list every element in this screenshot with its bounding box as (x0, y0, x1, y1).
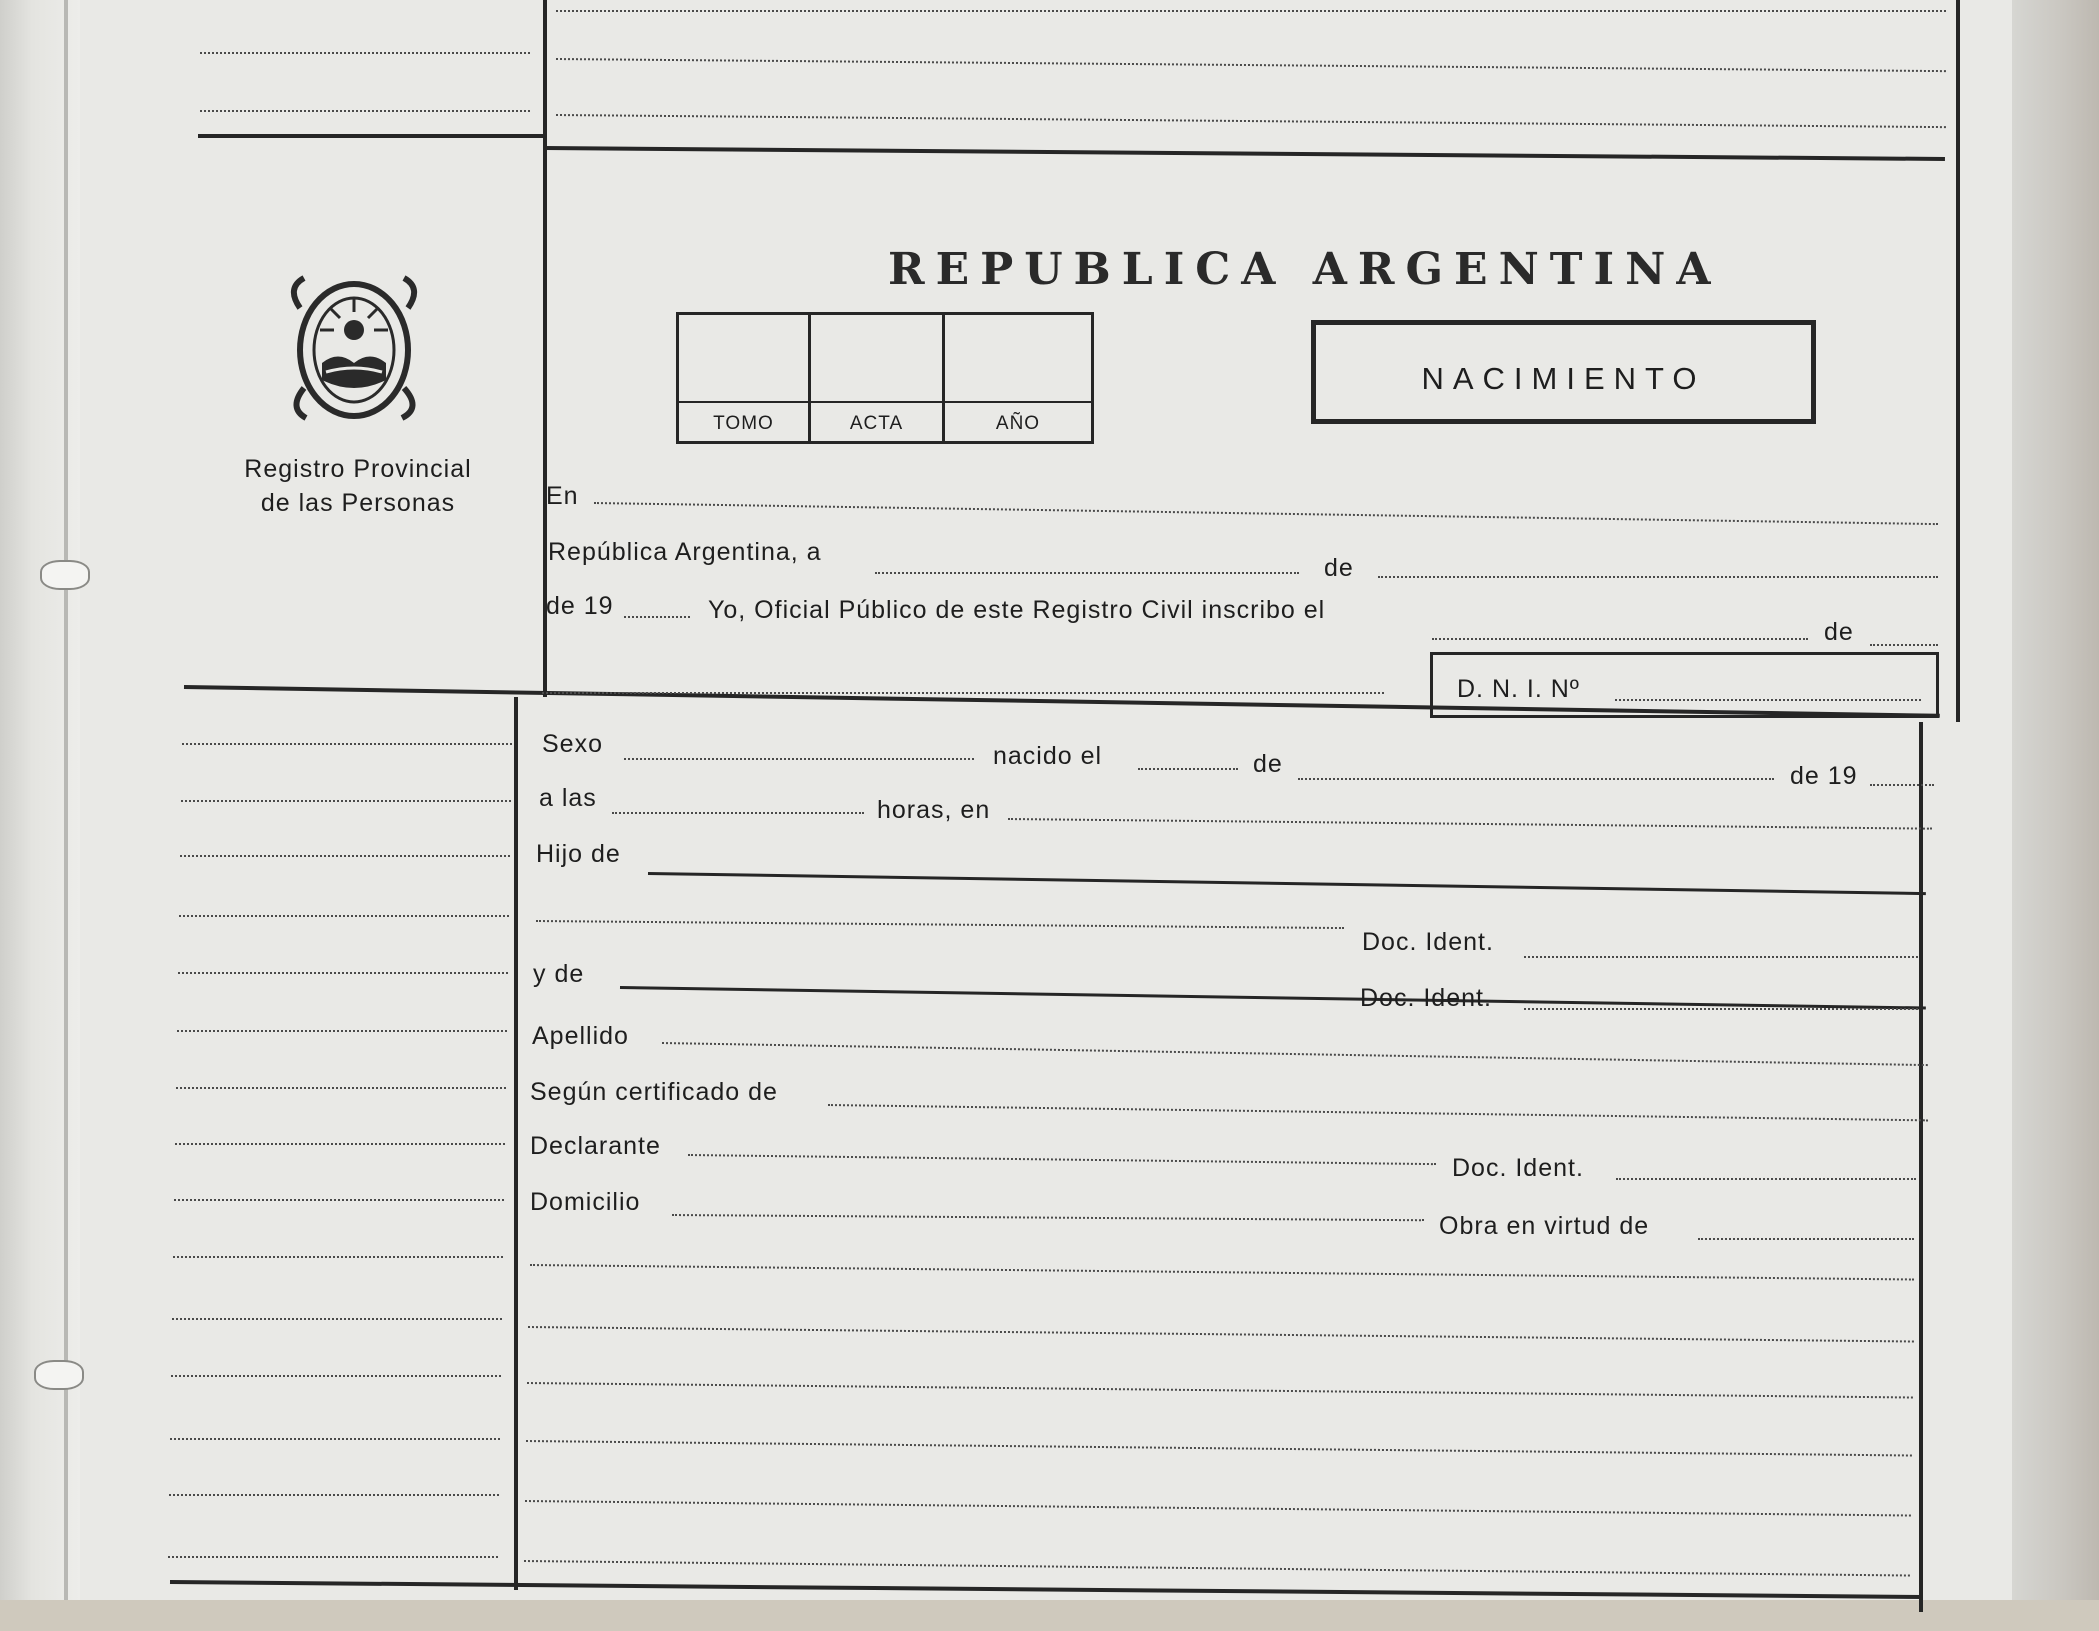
de-label-3: de (1253, 750, 1283, 778)
notes-line[interactable] (526, 1440, 1912, 1457)
dotted-line (556, 10, 1946, 12)
de-label-1: de (1324, 554, 1354, 582)
de-label-2: de (1824, 618, 1854, 646)
page-edge-shadow (2012, 0, 2099, 1631)
en-field[interactable] (594, 502, 1938, 525)
provincia-de-misiones-coat-of-arms-icon (282, 268, 432, 428)
dotted-line (542, 692, 1384, 694)
declarante-label: Declarante (530, 1132, 661, 1160)
inscription-month-field[interactable] (1870, 644, 1938, 646)
margin-dotted-line (178, 972, 508, 974)
father-name-line[interactable] (648, 872, 1926, 895)
birth-day-field[interactable] (1138, 768, 1238, 770)
margin-dotted-line (174, 1199, 504, 1201)
doc-ident-label-2: Doc. Ident. (1360, 984, 1492, 1012)
registry-name-line1: Registro Provincial (244, 455, 472, 483)
de19-label: de 19 (546, 592, 614, 620)
binding-thread-top (40, 560, 90, 590)
declarante-doc-field[interactable] (1616, 1178, 1916, 1180)
margin-dotted-line (171, 1375, 501, 1377)
day-field[interactable] (875, 572, 1299, 574)
bottom-rule (170, 1580, 1922, 1599)
tomo-cell[interactable] (679, 315, 811, 441)
apellido-field[interactable] (662, 1042, 1928, 1066)
register-box (676, 312, 1094, 444)
tomo-label: TOMO (713, 413, 774, 434)
domicilio-field[interactable] (672, 1214, 1424, 1221)
margin-dotted-line (181, 800, 511, 802)
en-label: En (546, 482, 579, 510)
y-de-label: y de (533, 960, 585, 988)
margin-dotted-line (179, 915, 509, 917)
inscription-field[interactable] (1432, 638, 1808, 640)
year-field[interactable] (624, 616, 690, 618)
mother-doc-field[interactable] (1524, 1008, 1918, 1010)
republica-label: República Argentina, a (548, 538, 822, 566)
yo-oficial-text: Yo, Oficial Público de este Registro Civil inscribo el (708, 596, 1326, 624)
certificate-field[interactable] (828, 1104, 1928, 1121)
margin-dotted-line (169, 1494, 499, 1496)
cell-separator (945, 401, 1091, 403)
book-cover-edge (0, 1600, 2099, 1631)
top-rule-left (198, 134, 546, 138)
birth-place-field[interactable] (1008, 818, 1932, 830)
dotted-line (556, 58, 1946, 72)
registry-name (230, 452, 486, 520)
margin-dotted-line (172, 1318, 502, 1320)
dni-label: D. N. I. Nº (1457, 675, 1580, 703)
nacido-el-label: nacido el (993, 742, 1103, 770)
record-type-box (1311, 320, 1816, 424)
margin-dotted-line (176, 1087, 506, 1089)
birth-year-field[interactable] (1870, 784, 1934, 786)
margin-dotted-line (175, 1143, 505, 1145)
hour-field[interactable] (612, 812, 864, 814)
country-title: REPUBLICA ARGENTINA (888, 244, 1722, 295)
de19-label-2: de 19 (1790, 762, 1858, 790)
father-name-continuation[interactable] (536, 920, 1344, 929)
margin-dotted-line (180, 855, 510, 857)
margin-dotted-line (177, 1030, 507, 1032)
margin-dotted-line (173, 1256, 503, 1258)
record-type-label: NACIMIENTO (1421, 361, 1706, 396)
hijo-de-label: Hijo de (536, 840, 621, 868)
anio-cell[interactable] (945, 315, 1091, 441)
dni-box (1430, 652, 1939, 718)
declarante-field[interactable] (688, 1154, 1436, 1165)
top-rule-right (545, 146, 1945, 161)
a-las-label: a las (539, 784, 597, 812)
segun-certificado-label: Según certificado de (530, 1078, 778, 1106)
notes-line[interactable] (525, 1500, 1911, 1517)
notes-line[interactable] (530, 1264, 1914, 1280)
obra-en-virtud-field[interactable] (1698, 1238, 1914, 1240)
margin-dotted-line (182, 743, 512, 745)
dni-field[interactable] (1615, 699, 1921, 701)
dotted-line (200, 52, 530, 54)
right-border-upper (1956, 0, 1960, 722)
sexo-label: Sexo (542, 730, 603, 758)
notes-line[interactable] (528, 1326, 1914, 1343)
domicilio-label: Domicilio (530, 1188, 641, 1216)
doc-ident-label-1: Doc. Ident. (1362, 928, 1494, 956)
right-border-lower (1919, 722, 1923, 1612)
doc-ident-label-3: Doc. Ident. (1452, 1154, 1584, 1182)
cell-separator (679, 401, 808, 403)
anio-label: AÑO (995, 413, 1041, 434)
apellido-label: Apellido (532, 1022, 629, 1050)
acta-label: ACTA (849, 413, 904, 434)
dotted-line (556, 114, 1946, 128)
horas-en-label: horas, en (877, 796, 991, 824)
column-divider-lower (514, 697, 518, 1590)
dotted-line (200, 110, 530, 112)
cell-separator (811, 401, 942, 403)
sexo-field[interactable] (624, 758, 974, 760)
binding-thread-bottom (34, 1360, 84, 1390)
margin-dotted-line (168, 1556, 498, 1558)
month-field[interactable] (1378, 576, 1938, 578)
notes-line[interactable] (524, 1560, 1910, 1577)
registry-name-line2: de las Personas (260, 489, 456, 517)
obra-en-virtud-label: Obra en virtud de (1439, 1212, 1650, 1240)
father-doc-field[interactable] (1524, 956, 1918, 958)
acta-cell[interactable] (811, 315, 945, 441)
margin-dotted-line (170, 1438, 500, 1440)
notes-line[interactable] (527, 1382, 1913, 1399)
birth-month-field[interactable] (1298, 778, 1774, 780)
mother-name-line[interactable] (620, 986, 1926, 1010)
